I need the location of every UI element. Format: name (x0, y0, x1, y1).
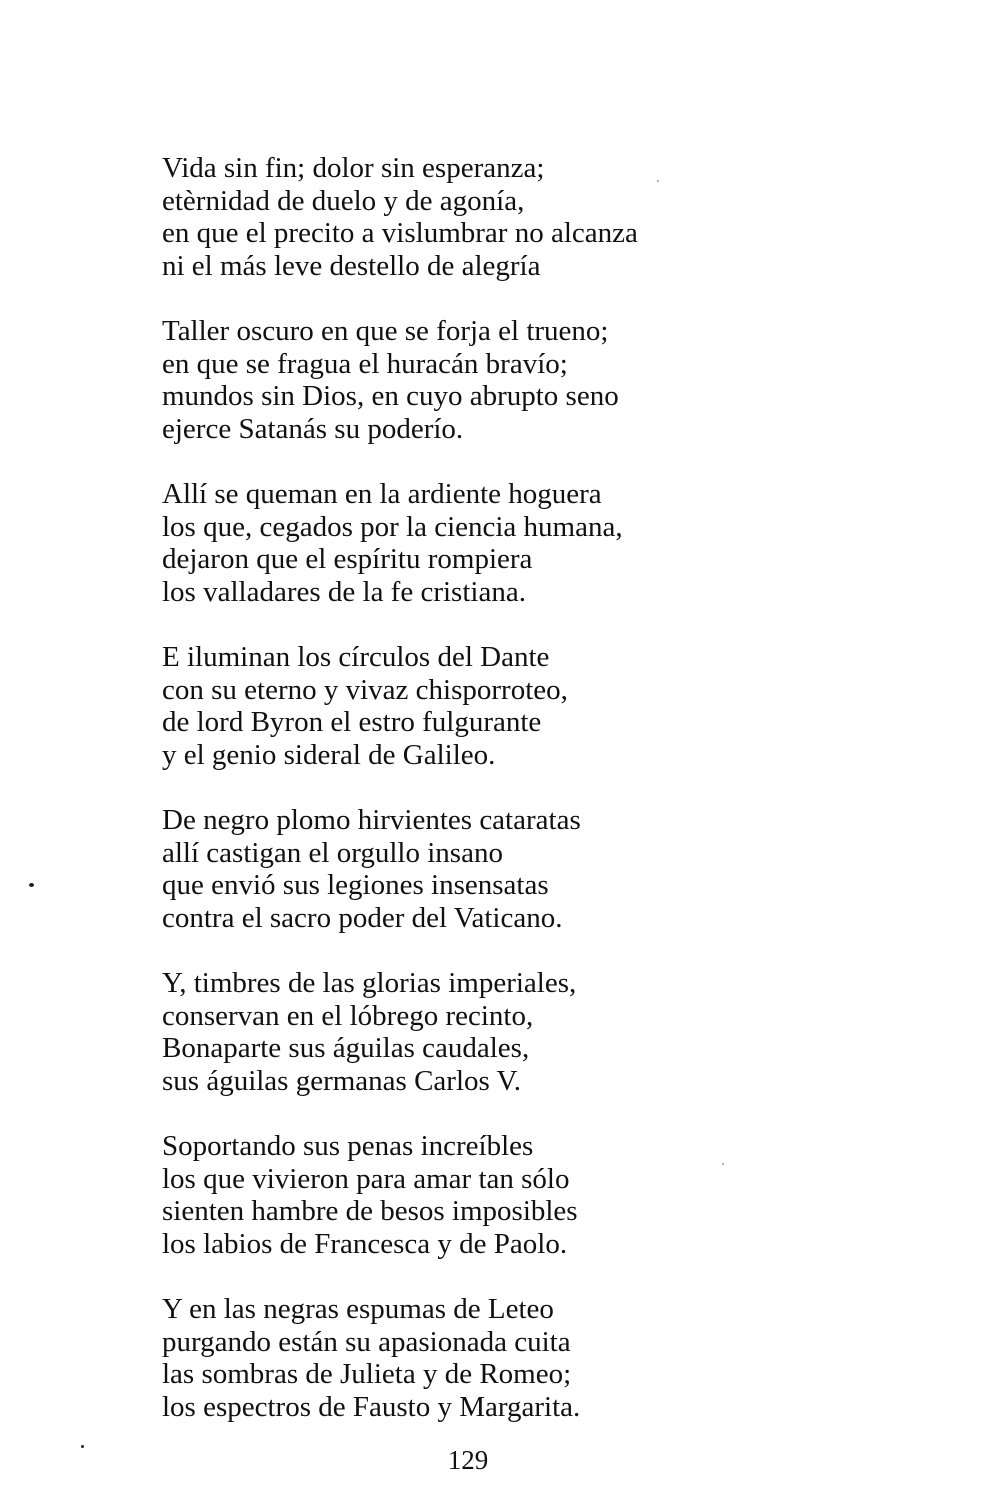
verse-line: sus águilas germanas Carlos V. (162, 1065, 521, 1098)
verse-line: Bonaparte sus águilas caudales, (162, 1032, 530, 1065)
stanza-6 (162, 967, 576, 1098)
verse-line: Y, timbres de las glorias imperiales, (162, 967, 577, 999)
scan-speck (722, 1163, 724, 1165)
verse-line: los que, cegados por la ciencia humana, (162, 510, 623, 543)
stanza-7 (162, 1130, 578, 1261)
verse-line: y el genio sideral de Galileo. (162, 739, 496, 772)
verse-line: ni el más leve destello de alegría (162, 250, 541, 283)
verse-line: en que se fragua el huracán bravío; (162, 347, 568, 380)
verse-line: en que el precito a vislumbrar no alcanza (162, 217, 638, 250)
verse-line: ejerce Satanás su poderío. (162, 413, 464, 446)
verse-line: los que vivieron para amar tan sólo (162, 1162, 570, 1195)
stanza-1 (162, 152, 638, 283)
scan-speck (657, 180, 659, 182)
verse-line: E iluminan los círculos del Dante (162, 641, 550, 673)
page-number: 129 (447, 1445, 489, 1475)
verse-line: conservan en el lóbrego recinto, (162, 999, 534, 1032)
verse-line: allí castigan el orgullo insano (162, 836, 503, 869)
verse-line: contra el sacro poder del Vaticano. (162, 902, 563, 935)
stanza-5 (162, 804, 581, 935)
verse-line: las sombras de Julieta y de Romeo; (162, 1358, 572, 1391)
verse-line: de lord Byron el estro fulgurante (162, 706, 542, 739)
verse-line: los valladares de la fe cristiana. (162, 576, 526, 609)
stanza-8 (162, 1293, 580, 1424)
stanza-2 (162, 315, 619, 446)
verse-line: que envió sus legiones insensatas (162, 869, 549, 902)
verse-line: los labios de Francesca y de Paolo. (162, 1228, 568, 1261)
verse-line: Vida sin fin; dolor sin esperanza; (162, 152, 545, 184)
stanza-4 (162, 641, 568, 772)
verse-line: Soportando sus penas increíbles (162, 1130, 534, 1162)
verse-line: Y en las negras espumas de Leteo (162, 1293, 554, 1325)
verse-line: con su eterno y vivaz chisporroteo, (162, 673, 568, 706)
stanza-3 (162, 478, 623, 609)
verse-line: mundos sin Dios, en cuyo abrupto seno (162, 380, 619, 413)
verse-line: Taller oscuro en que se forja el trueno; (162, 315, 609, 347)
verse-line: purgando están su apasionada cuita (162, 1325, 571, 1358)
scan-speck (29, 883, 34, 887)
scan-speck (81, 1445, 84, 1448)
verse-line: etèrnidad de duelo y de agonía, (162, 184, 525, 217)
verse-line: sienten hambre de besos imposibles (162, 1195, 578, 1228)
verse-line: Allí se queman en la ardiente hoguera (162, 478, 602, 510)
verse-line: dejaron que el espíritu rompiera (162, 543, 533, 576)
verse-line: De negro plomo hirvientes cataratas (162, 804, 581, 836)
verse-line: los espectros de Fausto y Margarita. (162, 1391, 581, 1424)
